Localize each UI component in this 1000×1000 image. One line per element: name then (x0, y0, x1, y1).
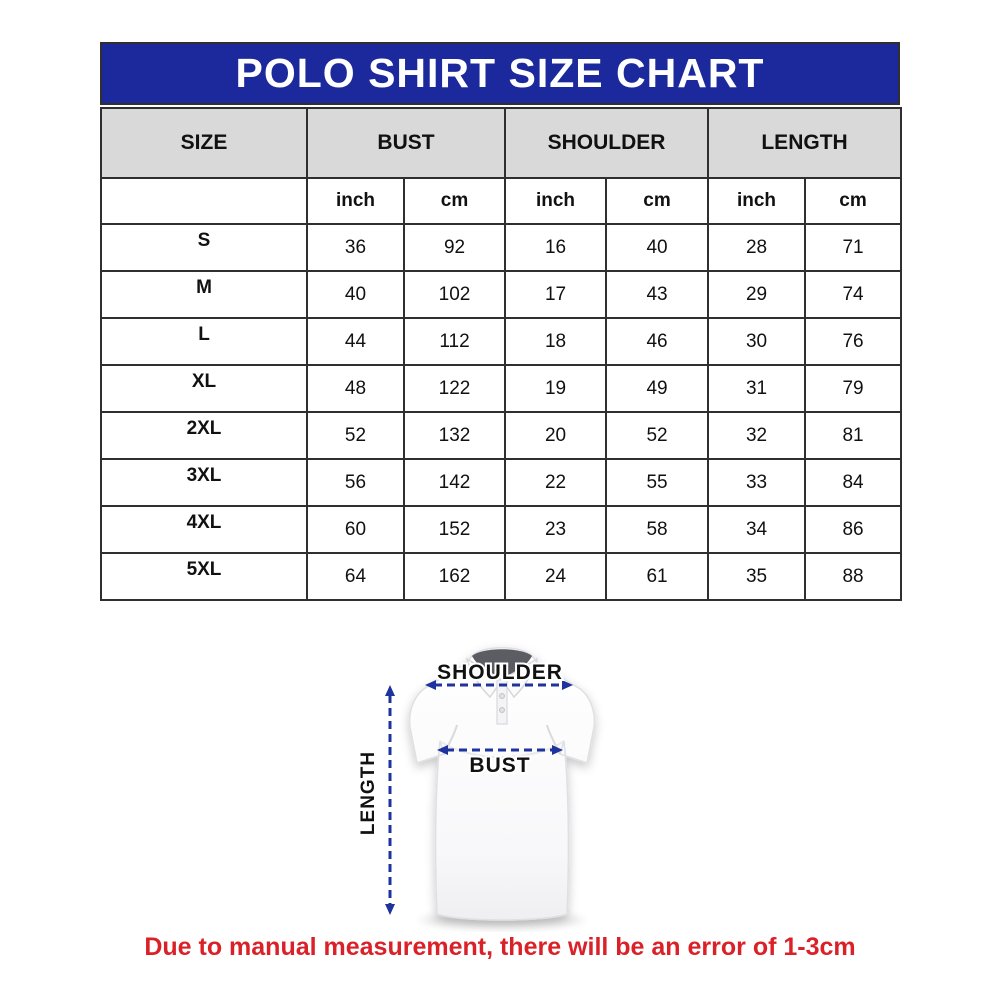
cell-value: 16 (505, 224, 606, 271)
unit-header-shoulder-cm: cm (606, 178, 708, 224)
size-label: L (101, 318, 307, 365)
cell-value: 18 (505, 318, 606, 365)
cell-value: 79 (805, 365, 901, 412)
size-label: S (101, 224, 307, 271)
table-row-s (101, 224, 901, 271)
table-row-l (101, 318, 901, 365)
cell-value: 17 (505, 271, 606, 318)
cell-value: 74 (805, 271, 901, 318)
cell-value: 33 (708, 459, 805, 506)
page-title: POLO SHIRT SIZE CHART (235, 50, 765, 96)
cell-value: 84 (805, 459, 901, 506)
polo-shirt-diagram-svg (330, 630, 690, 932)
cell-value: 34 (708, 506, 805, 553)
cell-value: 31 (708, 365, 805, 412)
cell-value: 52 (307, 412, 404, 459)
cell-value: 142 (404, 459, 505, 506)
title-bar (100, 42, 900, 105)
cell-value: 60 (307, 506, 404, 553)
polo-shirt-illustration (410, 648, 595, 920)
col-header-length: LENGTH (708, 108, 901, 178)
cell-value: 20 (505, 412, 606, 459)
size-label: XL (101, 365, 307, 412)
cell-value: 58 (606, 506, 708, 553)
cell-value: 43 (606, 271, 708, 318)
placket-button (500, 708, 505, 713)
cell-value: 24 (505, 553, 606, 600)
cell-value: 48 (307, 365, 404, 412)
cell-value: 76 (805, 318, 901, 365)
cell-value: 92 (404, 224, 505, 271)
cell-value: 132 (404, 412, 505, 459)
unit-header-bust-cm: cm (404, 178, 505, 224)
table-row-3xl (101, 459, 901, 506)
cell-value: 40 (606, 224, 708, 271)
col-header-bust: BUST (307, 108, 505, 178)
cell-value: 102 (404, 271, 505, 318)
bust-arrow-label: BUST (469, 754, 531, 777)
unit-header-bust-inch: inch (307, 178, 404, 224)
unit-header-shoulder-inch: inch (505, 178, 606, 224)
table-row-2xl (101, 412, 901, 459)
cell-value: 19 (505, 365, 606, 412)
cell-value: 55 (606, 459, 708, 506)
table-row-xl (101, 365, 901, 412)
cell-value: 112 (404, 318, 505, 365)
table-row-5xl (101, 553, 901, 600)
cell-value: 52 (606, 412, 708, 459)
cell-value: 81 (805, 412, 901, 459)
table-row-4xl (101, 506, 901, 553)
shoulder-arrow-label: SHOULDER (437, 661, 563, 684)
cell-value: 162 (404, 553, 505, 600)
cell-value: 49 (606, 365, 708, 412)
size-table (100, 107, 902, 601)
cell-value: 88 (805, 553, 901, 600)
cell-value: 122 (404, 365, 505, 412)
col-header-shoulder: SHOULDER (505, 108, 708, 178)
cell-value: 29 (708, 271, 805, 318)
col-header-size: SIZE (101, 108, 307, 178)
unit-header-length-inch: inch (708, 178, 805, 224)
cell-value: 64 (307, 553, 404, 600)
length-arrow (385, 685, 395, 915)
footnote: Due to manual measurement, there will be an error of 1-3cm (144, 933, 856, 961)
unit-header-length-cm: cm (805, 178, 901, 224)
cell-value: 36 (307, 224, 404, 271)
cell-value: 35 (708, 553, 805, 600)
size-label: 4XL (101, 506, 307, 553)
cell-value: 56 (307, 459, 404, 506)
cell-value: 22 (505, 459, 606, 506)
cell-value: 23 (505, 506, 606, 553)
unit-header-row (101, 178, 901, 224)
cell-value: 46 (606, 318, 708, 365)
cell-value: 32 (708, 412, 805, 459)
size-label: M (101, 271, 307, 318)
measurement-diagram (330, 630, 690, 932)
cell-value: 30 (708, 318, 805, 365)
cell-value: 71 (805, 224, 901, 271)
size-label: 5XL (101, 553, 307, 600)
cell-value: 40 (307, 271, 404, 318)
table-row-m (101, 271, 901, 318)
cell-value: 28 (708, 224, 805, 271)
cell-value: 86 (805, 506, 901, 553)
size-label: 3XL (101, 459, 307, 506)
cell-value: 44 (307, 318, 404, 365)
length-arrow-label: LENGTH (358, 750, 379, 836)
placket-button (500, 694, 505, 699)
cell-value: 152 (404, 506, 505, 553)
category-header-row (101, 108, 901, 178)
cell-value: 61 (606, 553, 708, 600)
unit-empty-cell (101, 178, 307, 224)
size-label: 2XL (101, 412, 307, 459)
